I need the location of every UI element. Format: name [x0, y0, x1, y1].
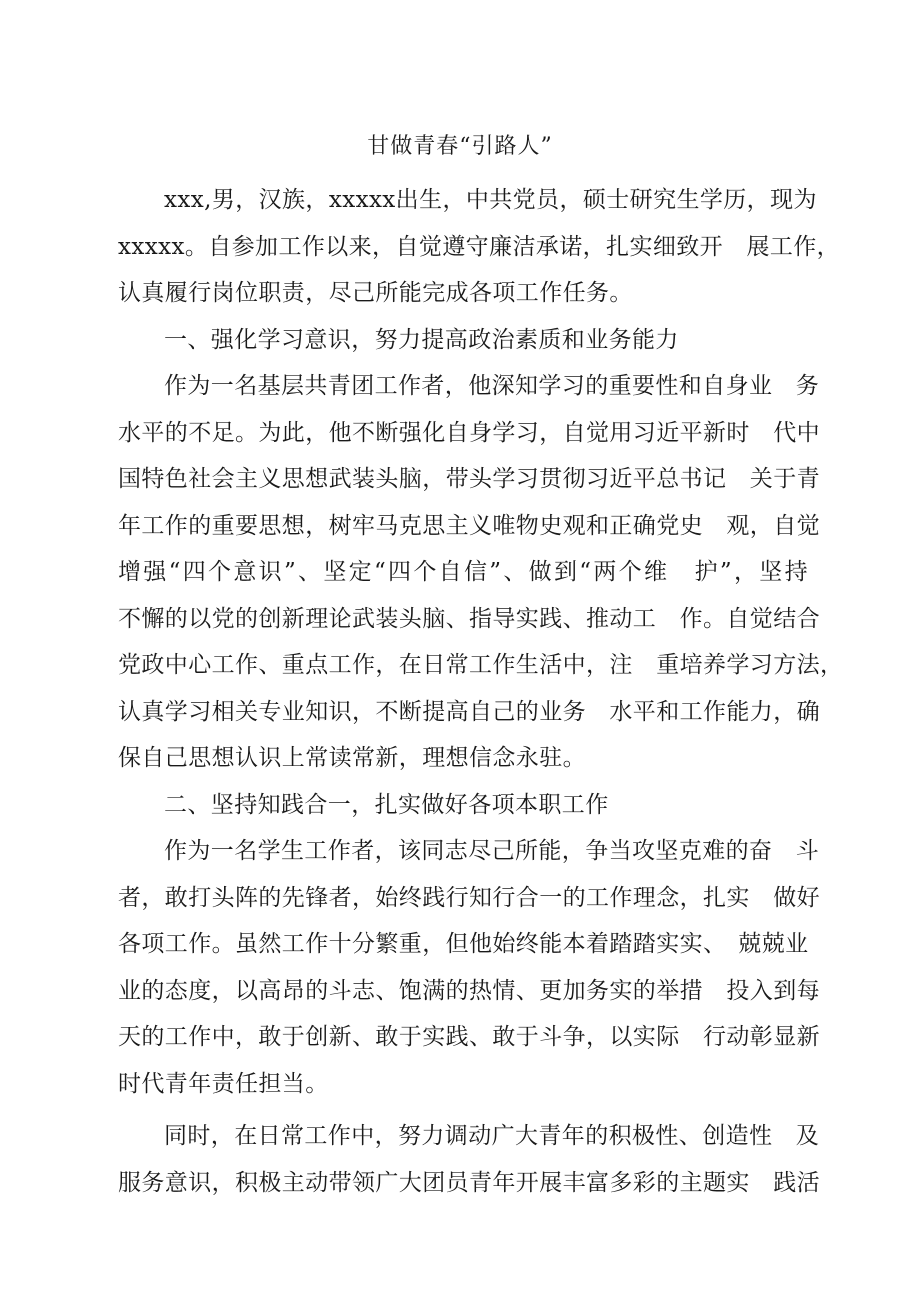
text-line: 国特色社会主义思想武装头脑，带头学习贯彻习近平总书记 关于青	[118, 466, 820, 492]
text-line: 增强“四个意识”、坚定“四个自信”、做到“两个维 护”，坚持	[118, 559, 808, 585]
text-line: 各项工作。虽然工作十分繁重，但他始终能本着踏踏实实、 兢兢业	[118, 931, 809, 957]
text-line: xxx,男，汉族，xxxxx出生，中共党员，硕士研究生学历，现为	[164, 187, 817, 213]
text-line: 时代青年责任担当。	[118, 1070, 329, 1097]
document-body	[118, 177, 844, 1206]
text-line: 认真学习相关专业知识，不断提高自己的业务 水平和工作能力，确	[118, 698, 820, 725]
text-line: 作为一名基层共青团工作者，他深知学习的重要性和自身业 务	[164, 373, 820, 399]
text-line: 年工作的重要思想，树牢马克思主义唯物史观和正确党史 观，自觉	[118, 512, 820, 539]
text-line: 作为一名学生工作者，该同志尽己所能，争当攻坚克难的奋 斗	[164, 838, 820, 864]
text-line: 认真履行岗位职责，尽己所能完成各项工作任务。	[118, 280, 633, 306]
text-line: 保自己思想认识上常读常新，理想信念永驻。	[118, 745, 586, 771]
text-line: 一、强化学习意识，努力提高政治素质和业务能力	[164, 326, 679, 353]
text-line: 水平的不足。为此，他不断强化自身学习，自觉用习近平新时 代中	[118, 419, 820, 446]
text-line: 天的工作中，敢于创新、敢于实践、敢于斗争，以实际 行动彰显新	[118, 1024, 820, 1050]
text-line: 党政中心工作、重点工作，在日常工作生活中，注 重培养学习方法，	[118, 652, 844, 678]
document-title: 甘做青春“引路人”	[367, 134, 553, 159]
text-line: xxxxx。自参加工作以来，自觉遵守廉洁承诺，扎实细致开 展工作，	[118, 233, 841, 260]
text-line: 服务意识，积极主动带领广大团员青年开展丰富多彩的主题实 践活	[118, 1169, 820, 1196]
text-line: 者，敢打头阵的先锋者，始终践行知行合一的工作理念，扎实 做好	[118, 884, 820, 911]
text-line: 业的态度，以高昂的斗志、饱满的热情、更加务实的举措 投入到每	[118, 977, 820, 1004]
text-line: 同时，在日常工作中，努力调动广大青年的积极性、创造性 及	[164, 1123, 820, 1149]
text-line: 二、坚持知践合一，扎实做好各项本职工作	[164, 791, 609, 818]
text-line: 不懈的以党的创新理论武装头脑、指导实践、推动工 作。自觉结合	[118, 605, 820, 632]
